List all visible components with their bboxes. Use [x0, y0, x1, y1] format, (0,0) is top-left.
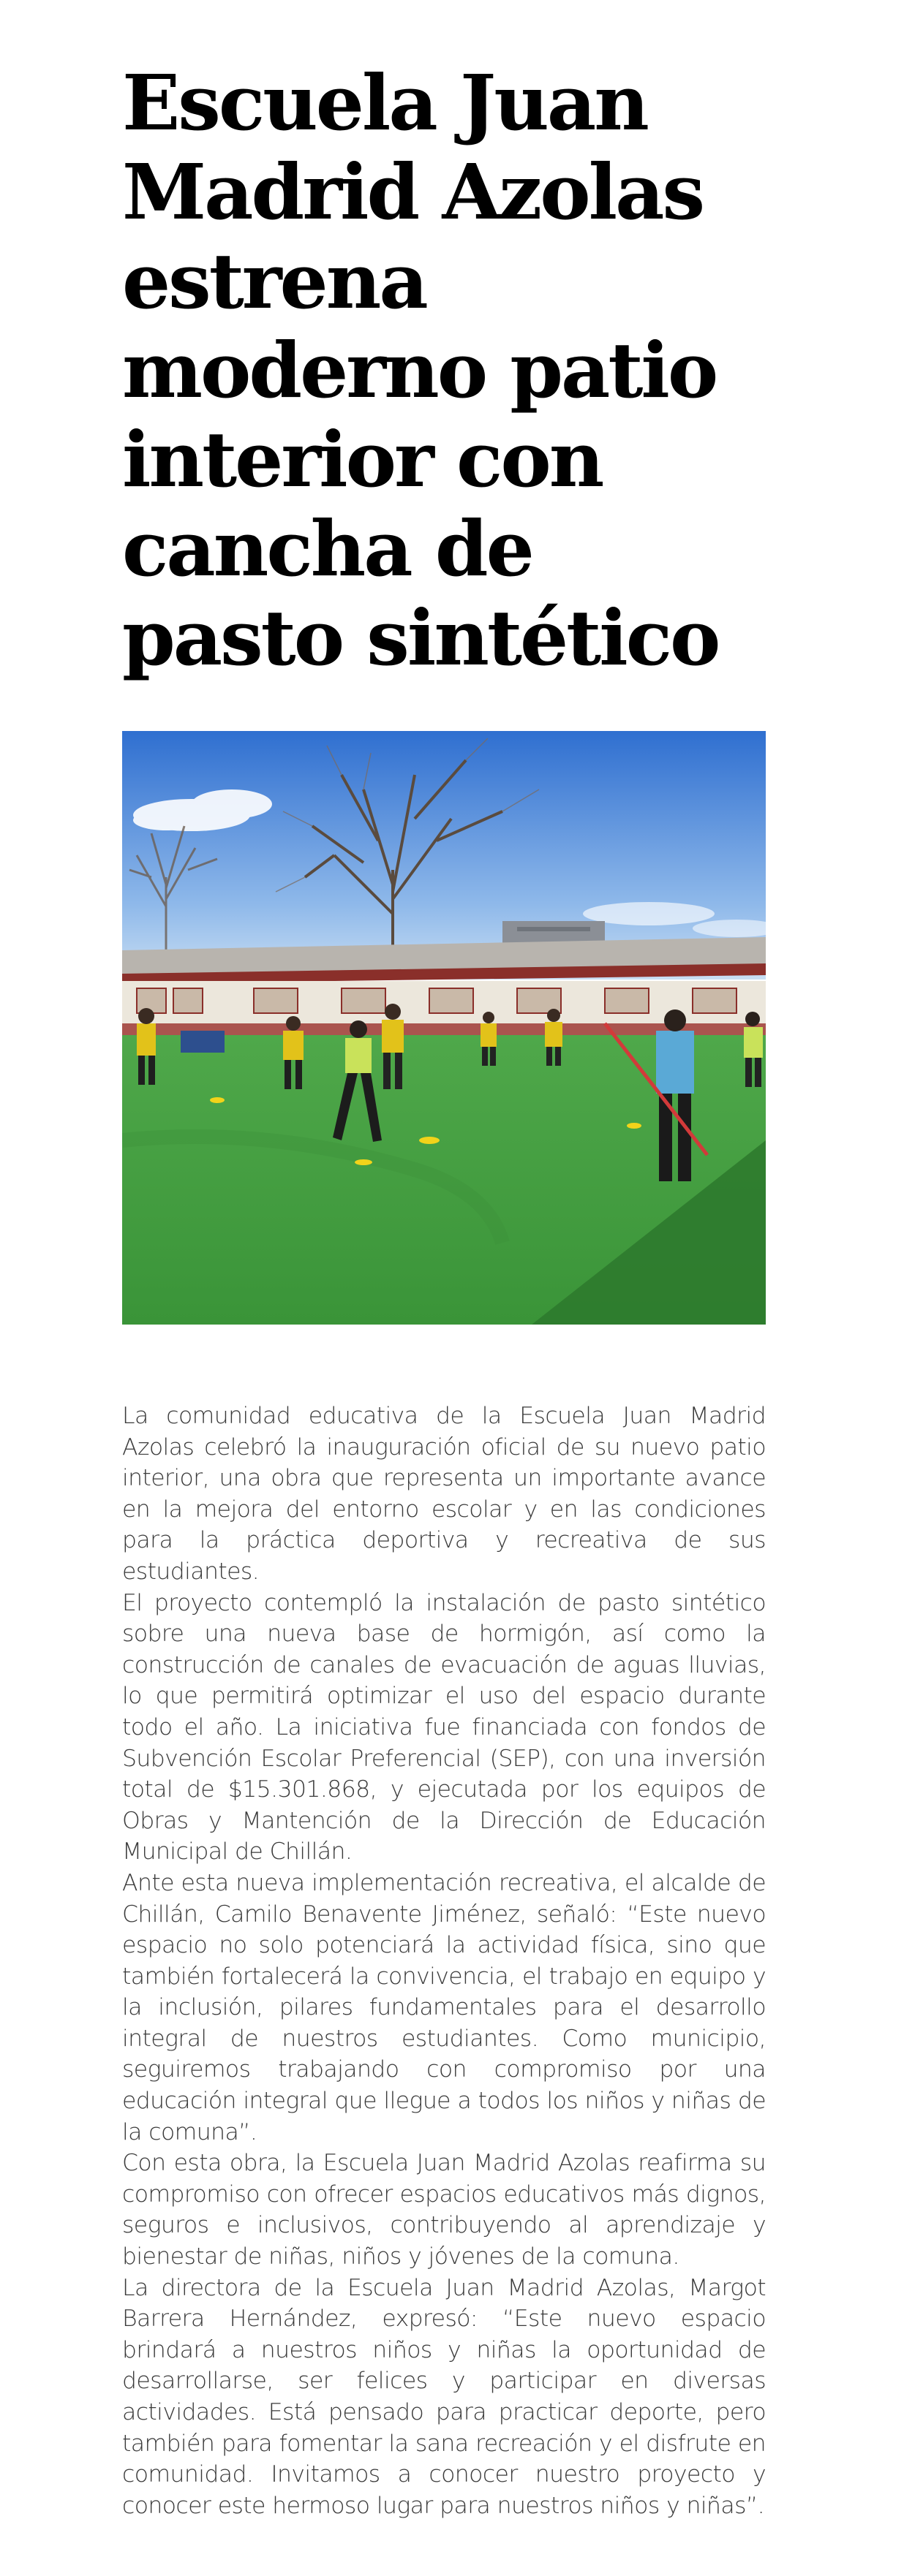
headline — [122, 58, 766, 683]
paragraph-3: Ante esta nueva implementación recreativa, el alcalde de Chillán, Camilo Benavente Jiménez, señaló: “Este nuevo espacio no solo potenciará la actividad física, sino que también fortalecerá la convivencia, el trabajo en equipo y la inclusión, pilares fundamentales para el desarrollo integral de nuestros estudiantes. Como municipio, seguiremos trabajando con compromiso por una educación integral que llegue a todos los niños y niñas de la comuna”. — [122, 1869, 766, 2145]
paragraph-1: La comunidad educativa de la Escuela Juan Madrid Azolas celebró la inauguración oficial de su nuevo patio interior, una obra que representa un importante avance en la mejora del entorno escolar y en las condiciones para la práctica deportiva y recreativa de sus estudiantes. — [122, 1403, 766, 1585]
paragraph-2: El proyecto contempló la instalación de pasto sintético sobre una nueva base de hormigón, así como la construcción de canales de evacuación de aguas lluvias, lo que permitirá optimizar el uso del espacio durante todo el año. La iniciativa fue financiada con fondos de Subvención Escolar Preferencial (SEP), con una inversión total de $15.301.868, y ejecutada por los equipos de Obras y Mantención de la Dirección de Educación Municipal de Chillán. — [122, 1589, 766, 1865]
headline-line-6: cancha de — [122, 504, 532, 594]
paragraph-4: Con esta obra, la Escuela Juan Madrid Azolas reafirma su compromiso con ofrecer espacios educativos más dignos, seguros e inclusivos, contribuyendo al aprendizaje y bienestar de niñas, niños y jóvenes de la comuna. — [122, 2150, 766, 2270]
paragraph-5: La directora de la Escuela Juan Madrid Azolas, Margot Barrera Hernández, expresó: “Este nuevo espacio brindará a nuestros niños y niñas la oportunidad de desarrollarse, ser felices y participar en diversas actividades. Está pensado para practicar deporte, pero también para fomentar la sana recreación y el disfrute en comunidad. Invitamos a conocer nuestro proyecto y conocer este hermoso lugar para nuestros niños y niñas”. — [122, 2274, 766, 2519]
headline-line-4: moderno patio — [122, 325, 717, 415]
article — [122, 44, 766, 2519]
headline-line-7: pasto sintético — [122, 593, 719, 683]
article-body — [122, 1401, 766, 2521]
photo-illustration — [122, 731, 766, 1325]
headline-line-5: interior con — [122, 414, 603, 504]
headline-line-2: Madrid Azolas — [122, 147, 704, 237]
school-patio-photo — [122, 731, 766, 1325]
headline-line-1: Escuela Juan — [122, 58, 647, 148]
headline-line-3: estrena — [122, 236, 426, 326]
